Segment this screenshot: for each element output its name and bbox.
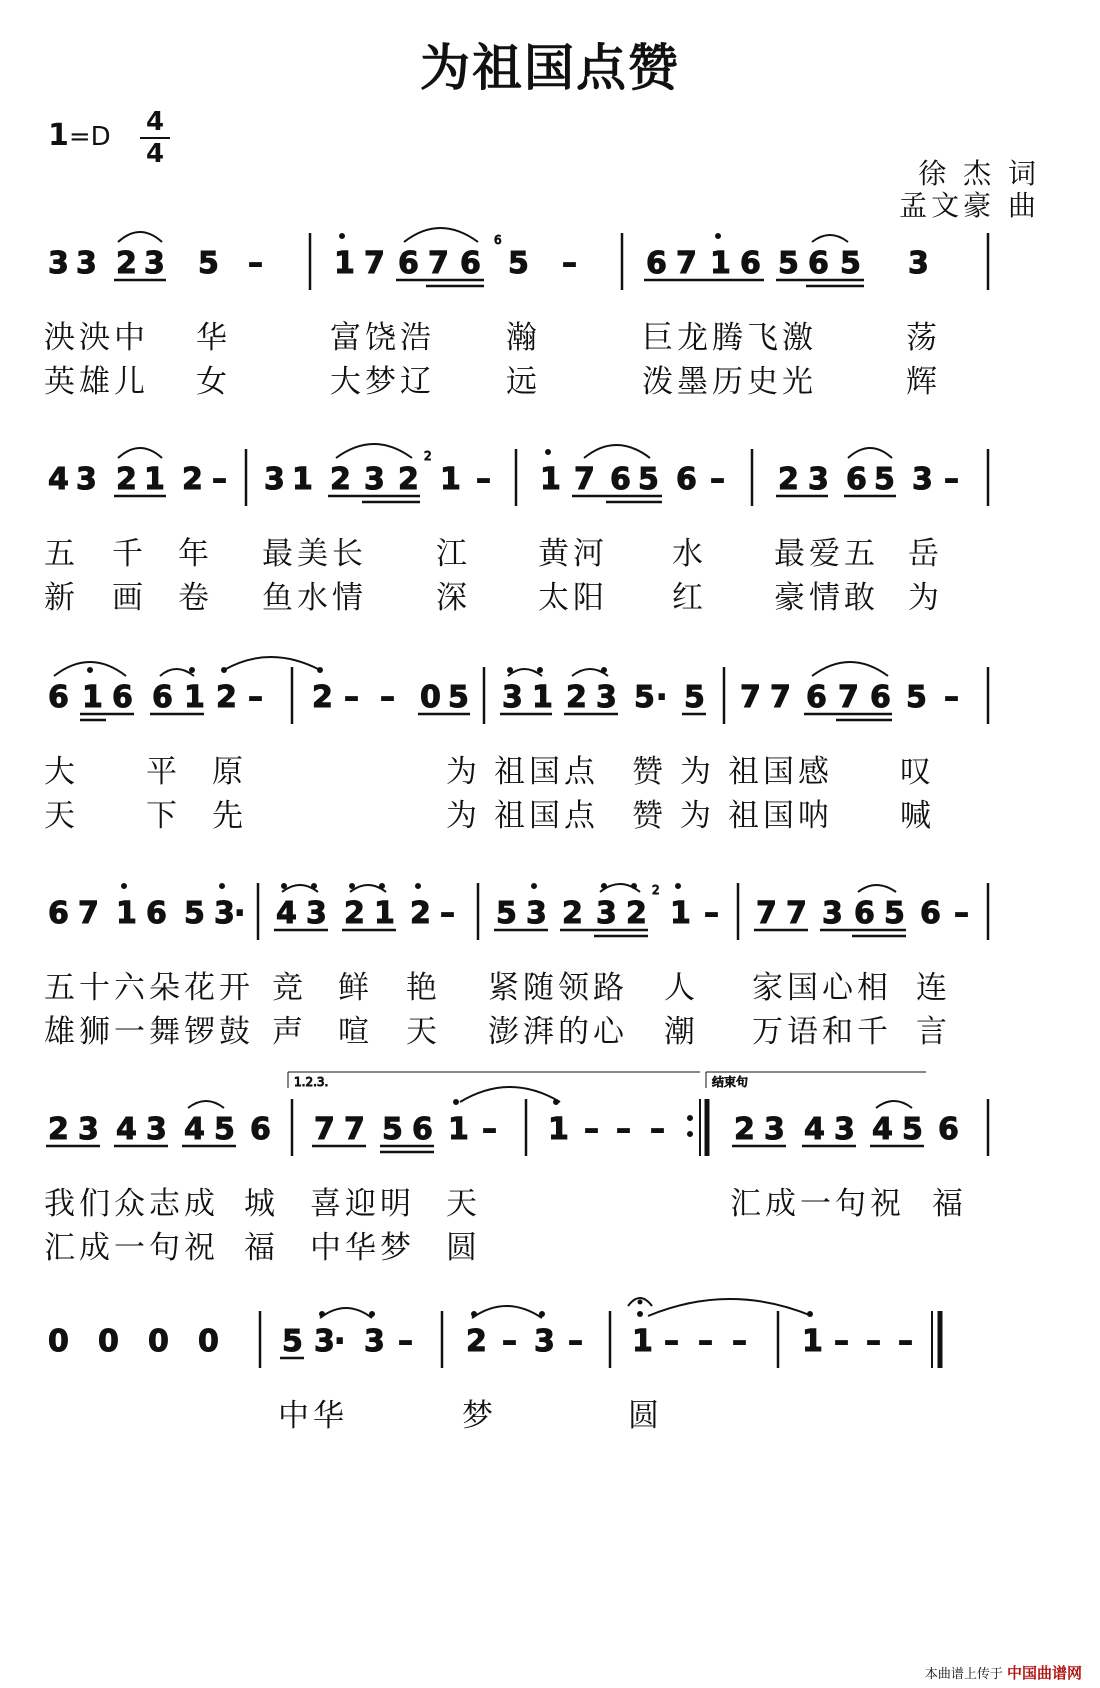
lyric: 赞 (632, 754, 667, 790)
note: 3 (596, 896, 617, 931)
lyric: 中华梦 (310, 1230, 415, 1266)
lyric: 女 (196, 364, 231, 400)
note: 3 (822, 896, 843, 931)
lyric: 天 (44, 798, 79, 834)
note: 2 (626, 896, 647, 931)
note: 4 (276, 896, 297, 931)
note: 2 (182, 462, 203, 497)
note: 5 (282, 1324, 303, 1359)
note: 7 (574, 462, 595, 497)
lyric: 年 (178, 536, 213, 572)
note: 1 (532, 680, 553, 715)
note: 1 (334, 246, 355, 281)
note: – (440, 896, 455, 931)
lyric: 叹 (900, 754, 935, 790)
note: – (562, 246, 577, 281)
note: 5 (778, 246, 799, 281)
note: – (732, 1324, 747, 1359)
note: 3 (526, 896, 547, 931)
note: 2 (398, 462, 419, 497)
note: 5 (874, 462, 895, 497)
note: 6 (610, 462, 631, 497)
note: 6 (398, 246, 419, 281)
lyric: 竞 (272, 970, 307, 1006)
note: 6 (48, 680, 69, 715)
lyric: 祖国点 (494, 798, 599, 834)
composer-credit: 孟文豪 曲 (899, 189, 1040, 222)
note: 5 (840, 246, 861, 281)
lyric: 为 (680, 798, 715, 834)
note: – (502, 1324, 517, 1359)
lyric: 澎湃的心 (488, 1014, 628, 1050)
lyric: 我们众志成 (44, 1186, 219, 1222)
note: 1 (802, 1324, 823, 1359)
lyric: 城 (244, 1186, 279, 1222)
note: 7 (676, 246, 697, 281)
note: – (710, 462, 725, 497)
lyric: 汇成一句祝 (44, 1230, 219, 1266)
lyric: 巨龙腾飞激 (642, 320, 817, 356)
note: – (944, 680, 959, 715)
note: 1 (82, 680, 103, 715)
lyric: 深 (436, 580, 471, 616)
lyric: 连 (916, 970, 951, 1006)
note: 6 (870, 680, 891, 715)
note: 4 (48, 462, 69, 497)
note: – (482, 1112, 497, 1147)
lyric: 新 (44, 580, 79, 616)
lyric: 鱼水情 (262, 580, 367, 616)
note: 2 (466, 1324, 487, 1359)
note: 1 (116, 896, 137, 931)
note: 2 (778, 462, 799, 497)
note: 2 (330, 462, 351, 497)
lyric: 天 (406, 1014, 441, 1050)
lyric: 为 (908, 580, 943, 616)
note: 2 (562, 896, 583, 931)
lyric: 天 (446, 1186, 481, 1222)
note: 3 (764, 1112, 785, 1147)
note: 3 (534, 1324, 555, 1359)
note: 1 (448, 1112, 469, 1147)
note: 3 (214, 896, 235, 931)
volta-1-label: 1.2.3. (294, 1075, 329, 1089)
note: – (616, 1112, 631, 1147)
song-title: 为祖国点赞 (420, 38, 680, 97)
lyric: 家国心相 (752, 970, 892, 1006)
lyric: 五 (44, 536, 79, 572)
lyric: 赞 (632, 798, 667, 834)
note: · (656, 680, 668, 715)
note: 1 (144, 462, 165, 497)
note: 6 (808, 246, 829, 281)
note: 2 (566, 680, 587, 715)
note: 6 (676, 462, 697, 497)
lyric: 祖国感 (728, 754, 833, 790)
note: – (698, 1324, 713, 1359)
note: 5 (448, 680, 469, 715)
site-logo[interactable]: 中国曲谱网 (1006, 1664, 1082, 1682)
footer-credit: 本曲谱上传于 中国曲谱网 (924, 1664, 1082, 1682)
note: 5 (214, 1112, 235, 1147)
note: 7 (770, 680, 791, 715)
lyric: 荡 (906, 320, 941, 356)
lyric: 平 (146, 754, 181, 790)
note: – (664, 1324, 679, 1359)
note: · (234, 896, 246, 931)
note: 3 (48, 246, 69, 281)
note: 0 (148, 1324, 169, 1359)
key-signature: 1=D (48, 118, 111, 153)
note: 1 (670, 896, 691, 931)
lyricist-credit: 徐 杰 词 (918, 157, 1040, 190)
note: 6 (460, 246, 481, 281)
lyric: 艳 (406, 970, 441, 1006)
note: 7 (78, 896, 99, 931)
note: – (834, 1324, 849, 1359)
lyric: 汇成一句祝 (730, 1186, 905, 1222)
lyric: 泼墨历史光 (642, 364, 817, 400)
lyric: 画 (112, 580, 147, 616)
note: 6 (494, 233, 502, 247)
lyric: 水 (672, 536, 707, 572)
lyric: 红 (672, 580, 707, 616)
note: 3 (596, 680, 617, 715)
note: 2 (734, 1112, 755, 1147)
note: 2 (424, 449, 432, 463)
lyric: 最爱五 (774, 536, 879, 572)
note: 3 (834, 1112, 855, 1147)
note: 2 (116, 462, 137, 497)
note: 7 (314, 1112, 335, 1147)
lyric: 黄河 (538, 536, 608, 572)
note: – (584, 1112, 599, 1147)
note: – (380, 680, 395, 715)
note: 6 (646, 246, 667, 281)
note: 1 (184, 680, 205, 715)
note: 7 (364, 246, 385, 281)
lyric: 辉 (906, 364, 941, 400)
note: 6 (938, 1112, 959, 1147)
note: 0 (198, 1324, 219, 1359)
note: 5 (496, 896, 517, 931)
lyric: 紧随领路 (488, 970, 628, 1006)
lyric: 大 (44, 754, 79, 790)
note: 5 (198, 246, 219, 281)
note: 3 (364, 1324, 385, 1359)
note: 5 (902, 1112, 923, 1147)
note: 3 (314, 1324, 335, 1359)
lyric: 喊 (900, 798, 935, 834)
note: 3 (78, 1112, 99, 1147)
lyric: 为 (446, 754, 481, 790)
lyric: 太阳 (538, 580, 608, 616)
note: 6 (806, 680, 827, 715)
note: 7 (838, 680, 859, 715)
notation-row-6 (0, 1306, 1100, 1406)
note: – (568, 1324, 583, 1359)
note: 1 (292, 462, 313, 497)
lyric: 江 (436, 536, 471, 572)
lyric: 祖国点 (494, 754, 599, 790)
note: 6 (846, 462, 867, 497)
lyric: 声 (272, 1014, 307, 1050)
lyric: 卷 (178, 580, 213, 616)
note: 3 (912, 462, 933, 497)
lyric: 雄狮一舞锣鼓 (44, 1014, 254, 1050)
note: 3 (76, 462, 97, 497)
lyric: 下 (146, 798, 181, 834)
note: 0 (48, 1324, 69, 1359)
lyric: 鲜 (338, 970, 373, 1006)
note: 5 (684, 680, 705, 715)
note: 1 (374, 896, 395, 931)
time-signature: 4 4 (140, 108, 170, 168)
lyric: 五十六朵花开 (44, 970, 254, 1006)
note: – (650, 1112, 665, 1147)
note: 7 (786, 896, 807, 931)
note: 6 (854, 896, 875, 931)
lyric: 言 (916, 1014, 951, 1050)
lyric: 原 (212, 754, 247, 790)
lyric: 为 (446, 798, 481, 834)
note: 6 (740, 246, 761, 281)
note: 7 (740, 680, 761, 715)
note: 4 (116, 1112, 137, 1147)
note: 6 (412, 1112, 433, 1147)
note: – (704, 896, 719, 931)
note: 6 (146, 896, 167, 931)
note: 5 (884, 896, 905, 931)
note: 3 (364, 462, 385, 497)
note: 5 (634, 680, 655, 715)
note: – (344, 680, 359, 715)
lyric: 圆 (446, 1230, 481, 1266)
note: 2 (410, 896, 431, 931)
note: 1 (440, 462, 461, 497)
lyric: 梦 (462, 1398, 497, 1434)
lyric: 为 (680, 754, 715, 790)
lyric: 圆 (628, 1398, 663, 1434)
note: 5 (906, 680, 927, 715)
note: 3 (76, 246, 97, 281)
dash: – (248, 246, 263, 281)
lyric: 泱泱中 (44, 320, 149, 356)
note: – (398, 1324, 413, 1359)
note: 3 (146, 1112, 167, 1147)
lyric: 华 (196, 320, 231, 356)
lyric: 最美长 (262, 536, 367, 572)
lyric: 英雄儿 (44, 364, 149, 400)
lyric: 远 (506, 364, 541, 400)
lyric: 人 (664, 970, 699, 1006)
note: 1 (710, 246, 731, 281)
note: 6 (112, 680, 133, 715)
note: 2 (48, 1112, 69, 1147)
note: 3 (306, 896, 327, 931)
note: 6 (152, 680, 173, 715)
note: – (954, 896, 969, 931)
note: 3 (502, 680, 523, 715)
lyric: 喧 (338, 1014, 373, 1050)
note: 4 (804, 1112, 825, 1147)
lyric: 潮 (664, 1014, 699, 1050)
lyric: 祖国呐 (728, 798, 833, 834)
volta-end-label: 结束句 (712, 1075, 749, 1089)
lyric: 福 (932, 1186, 967, 1222)
note: 0 (420, 680, 441, 715)
note: 6 (48, 896, 69, 931)
lyric: 万语和千 (752, 1014, 892, 1050)
note: – (898, 1324, 913, 1359)
note: 6 (250, 1112, 271, 1147)
lyric: 瀚 (506, 320, 541, 356)
lyric: 福 (244, 1230, 279, 1266)
note: 6 (920, 896, 941, 931)
note: – (212, 462, 227, 497)
note: 5 (638, 462, 659, 497)
lyric: 先 (212, 798, 247, 834)
note: 2 (312, 680, 333, 715)
note: 5 (508, 246, 529, 281)
lyric: 千 (112, 536, 147, 572)
note: 2 (216, 680, 237, 715)
lyric: 大梦辽 (330, 364, 435, 400)
note: – (476, 462, 491, 497)
note: 3 (808, 462, 829, 497)
note: 4 (872, 1112, 893, 1147)
note: 1 (540, 462, 561, 497)
note: 3 (264, 462, 285, 497)
lyric: 喜迎明 (310, 1186, 415, 1222)
note: 7 (344, 1112, 365, 1147)
note: – (944, 462, 959, 497)
note: 7 (756, 896, 777, 931)
lyric: 中华 (278, 1398, 348, 1434)
note: 4 (184, 1112, 205, 1147)
lyric: 富饶浩 (330, 320, 435, 356)
note: 3 (908, 246, 929, 281)
note: 5 (184, 896, 205, 931)
note: 5 (382, 1112, 403, 1147)
note: 2 (116, 246, 137, 281)
note: 0 (98, 1324, 119, 1359)
note: 2 (652, 883, 660, 897)
note: 1 (548, 1112, 569, 1147)
lyric: 岳 (908, 536, 943, 572)
note: – (866, 1324, 881, 1359)
note: 2 (344, 896, 365, 931)
note: – (248, 680, 263, 715)
note: 3 (144, 246, 165, 281)
note: 1 (632, 1324, 653, 1359)
note: 7 (428, 246, 449, 281)
note: · (334, 1324, 346, 1359)
lyric: 豪情敢 (774, 580, 879, 616)
